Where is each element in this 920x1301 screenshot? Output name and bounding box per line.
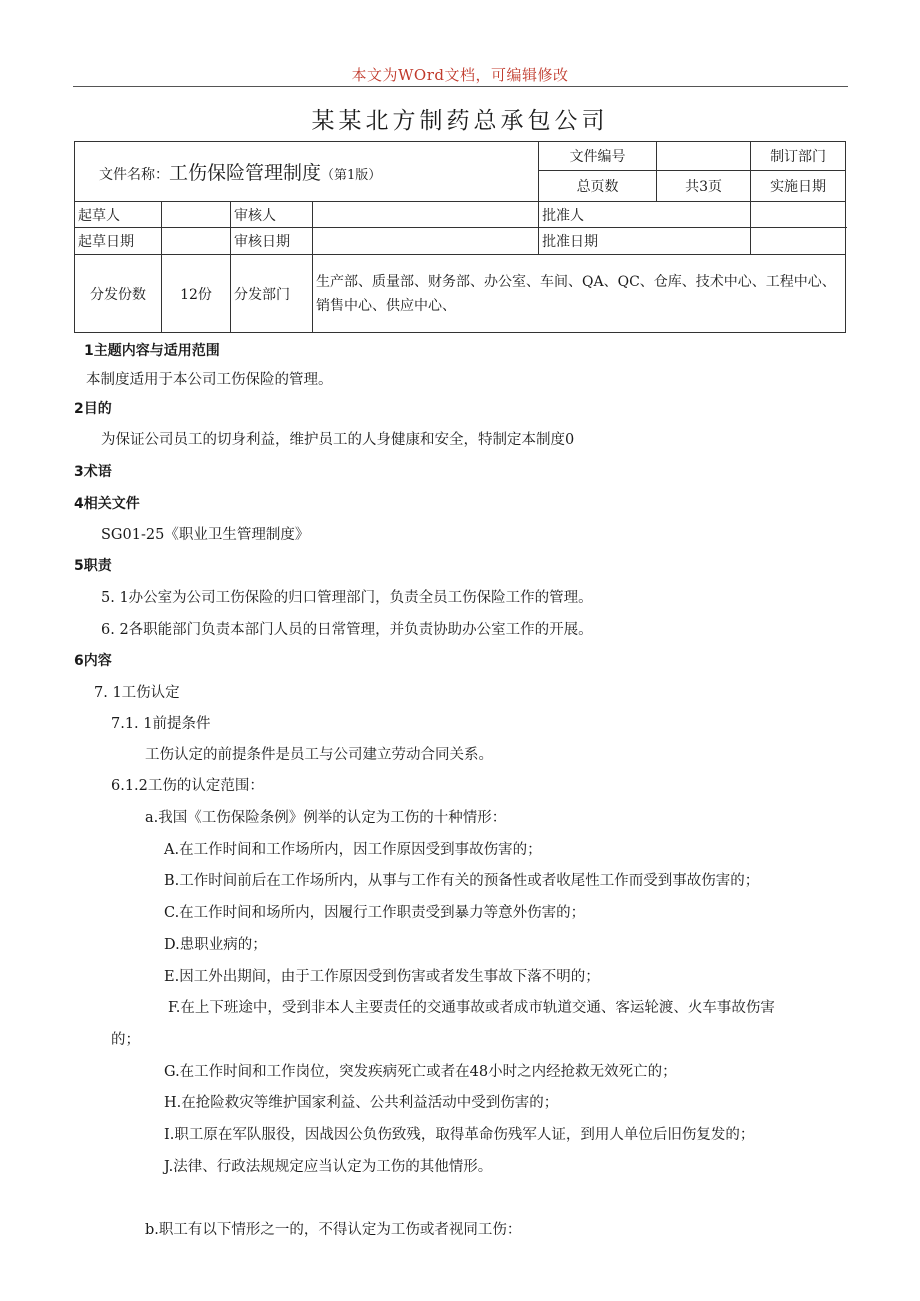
reviewer-label: 审核人 (231, 202, 313, 228)
section-7-1-1-text: 工伤认定的前提条件是员工与公司建立劳动合同关系。 (145, 747, 493, 763)
clause-A: A.在工作时间和工作场所内，因工作原因受到事故伤害的； (164, 842, 542, 858)
file-name-cell (75, 142, 539, 202)
file-version: （第1版） (321, 168, 382, 183)
section-4-text: SG01-25《职业卫生管理制度》 (101, 527, 310, 543)
clause-b-intro: b.职工有以下情形之一的，不得认定为工伤或者视同工伤： (145, 1222, 522, 1238)
document-control-table (74, 141, 846, 333)
section-5-1: 5. 1办公室为公司工伤保险的归口管理部门，负责全员工伤保险工作的管理。 (101, 590, 593, 606)
header-divider (73, 86, 848, 87)
drafter-value (162, 202, 231, 228)
review-date-label: 审核日期 (231, 228, 313, 255)
dept-label: 制订部门 (751, 142, 846, 171)
file-no-value (657, 142, 751, 171)
section-4-heading: 4相关文件 (74, 496, 140, 512)
drafter-label: 起草人 (75, 202, 162, 228)
review-date-value (313, 228, 539, 255)
clause-B: B.工作时间前后在工作场所内，从事与工作有关的预备性或者收尾性工作而受到事故伤害的； (164, 873, 760, 889)
section-3-heading: 3术语 (74, 464, 112, 480)
copies-label: 分发份数 (75, 255, 162, 333)
dist-dept-value: 生产部、质量部、财务部、办公室、车间、QA、QC、仓库、技术中心、工程中心、销售中心、供应中心、 (313, 255, 846, 333)
section-2-heading: 2目的 (74, 401, 112, 417)
clause-C: C.在工作时间和场所内，因履行工作职责受到暴力等意外伤害的； (164, 905, 586, 921)
draft-date-label: 起草日期 (75, 228, 162, 255)
section-6-1-2: 6.1.2工伤的认定范围： (111, 778, 264, 794)
clause-a-intro: a.我国《工伤保险条例》例举的认定为工伤的十种情形： (145, 810, 507, 826)
clause-F-line-2: 的； (111, 1032, 140, 1048)
clause-I: I.职工原在军队服役，因战因公负伤致残，取得革命伤残军人证，到用人单位后旧伤复发的； (164, 1127, 755, 1143)
file-name-label: 文件名称： (99, 167, 169, 183)
approve-date-label: 批准日期 (539, 228, 751, 255)
approver-label: 批准人 (539, 202, 751, 228)
pages-label: 总页数 (539, 171, 657, 202)
approver-value (751, 202, 846, 228)
pages-value: 共3页 (657, 171, 751, 202)
section-5-2: 6. 2各职能部门负责本部门人员的日常管理，并负责协助办公室工作的开展。 (101, 622, 593, 638)
section-1-text: 本制度适用于本公司工伤保险的管理。 (86, 372, 333, 388)
section-6-heading: 6内容 (74, 653, 112, 669)
section-2-text: 为保证公司员工的切身利益，维护员工的人身健康和安全，特制定本制度0 (101, 432, 575, 448)
company-name: 某某北方制药总承包公司 (311, 108, 609, 134)
copies-value: 12份 (162, 255, 231, 333)
clause-E: E.因工外出期间，由于工作原因受到伤害或者发生事故下落不明的； (164, 969, 600, 985)
draft-date-value (162, 228, 231, 255)
clause-D: D.患职业病的； (164, 937, 267, 953)
clause-F-line-1: F.在上下班途中，受到非本人主要责任的交通事故或者成市轨道交通、客运轮渡、火车事故伤害 (168, 1000, 775, 1016)
section-1-heading: 1主题内容与适用范围 (84, 343, 220, 359)
section-7-1: 7. 1工伤认定 (94, 685, 180, 701)
clause-G: G.在工作时间和工作岗位，突发疾病死亡或者在48小时之内经抢救无效死亡的； (164, 1064, 677, 1080)
section-5-heading: 5职责 (74, 558, 112, 574)
editable-notice-banner: 本文为WOrd文档，可编辑修改 (351, 66, 569, 84)
dist-dept-label: 分发部门 (231, 255, 313, 333)
reviewer-value (313, 202, 539, 228)
approve-date-value (751, 228, 846, 255)
clause-J: J.法律、行政法规规定应当认定为工伤的其他情形。 (164, 1159, 493, 1175)
effective-date-label: 实施日期 (751, 171, 846, 202)
section-7-1-1: 7.1. 1前提条件 (111, 716, 211, 732)
file-name-value: 工伤保险管理制度 (169, 162, 322, 184)
clause-H: H.在抢险救灾等维护国家利益、公共利益活动中受到伤害的； (164, 1095, 559, 1111)
file-no-label: 文件编号 (539, 142, 657, 171)
